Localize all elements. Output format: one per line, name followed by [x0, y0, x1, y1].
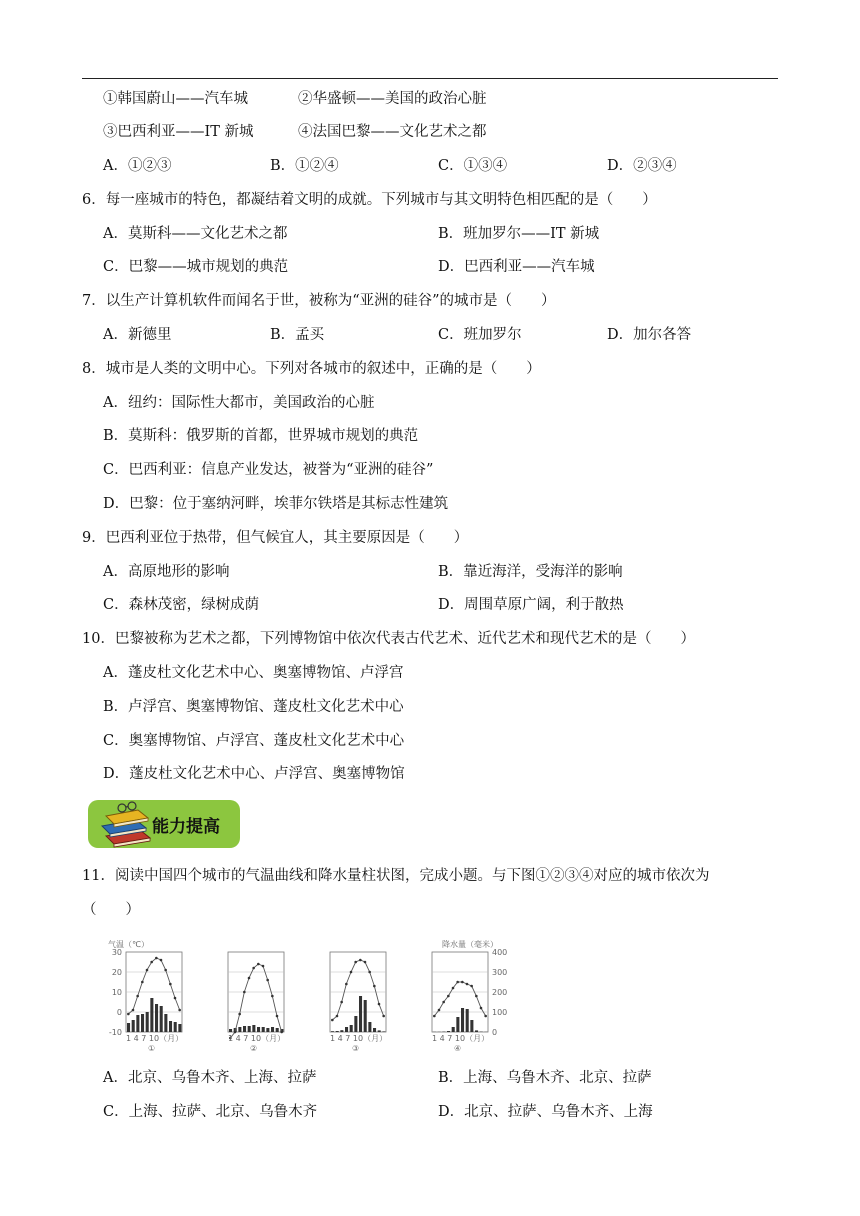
q10-option-b[interactable]: B．卢浮宫、奥塞博物馆、蓬皮杜文化艺术中心	[103, 699, 404, 715]
precip-bar	[229, 1029, 232, 1032]
temp-tick-label: 30	[111, 948, 122, 957]
temp-point	[475, 995, 478, 998]
q5-item-1: ①韩国蔚山——汽车城	[103, 91, 248, 107]
precip-bar	[160, 1006, 163, 1032]
precip-bar	[132, 1020, 135, 1032]
q6-stem: 6．每一座城市的特色，都凝结着文明的成就。下列城市与其文明特色相匹配的是（ ）	[82, 192, 657, 208]
temp-point	[276, 1015, 279, 1018]
q10-option-d[interactable]: D．蓬皮杜文化艺术中心、卢浮宫、奥塞博物馆	[103, 766, 405, 782]
temp-point	[257, 963, 260, 966]
section-badge-title: 能力提高	[152, 817, 220, 837]
climate-panel	[330, 952, 387, 1053]
temp-point	[271, 995, 274, 998]
temp-point	[146, 969, 149, 972]
temp-line	[128, 958, 179, 1014]
temp-point	[470, 985, 473, 988]
books-icon	[92, 800, 156, 848]
precip-bar	[238, 1027, 241, 1032]
precip-bar	[382, 1031, 385, 1032]
q6-option-a[interactable]: A．莫斯科——文化艺术之都	[103, 226, 288, 242]
precip-bar	[136, 1015, 139, 1032]
temp-point	[266, 979, 269, 982]
climate-charts	[108, 938, 548, 1054]
temp-point	[345, 983, 348, 986]
temp-point	[480, 1007, 483, 1010]
temp-tick-label: 0	[116, 1008, 122, 1017]
precip-axis-label: 降水量（毫米）	[442, 940, 498, 949]
temp-point	[382, 1015, 385, 1018]
q8-option-a[interactable]: A．纽约：国际性大都市，美国政治的心脏	[103, 395, 375, 411]
precip-bar	[475, 1030, 478, 1032]
precip-bar	[359, 996, 362, 1032]
q5-option-d[interactable]: D．②③④	[607, 158, 677, 174]
precip-bar	[169, 1021, 172, 1032]
month-ticks: 1 4 7 10（月）	[126, 1034, 184, 1043]
q6-option-b[interactable]: B．班加罗尔——IT 新城	[438, 226, 600, 242]
section-badge	[88, 800, 240, 848]
q5-option-b[interactable]: B．①②④	[270, 158, 339, 174]
q11-stem-line2: （ ）	[82, 902, 140, 918]
panel-label: ④	[454, 1044, 462, 1053]
q9-option-a[interactable]: A．高原地形的影响	[103, 564, 230, 580]
month-ticks: 1 4 7 10（月）	[330, 1034, 388, 1043]
precip-bar	[164, 1014, 167, 1032]
temp-point	[141, 981, 144, 984]
q9-option-c[interactable]: C．森林茂密，绿树成荫	[103, 597, 260, 613]
q11-stem-line1: 11．阅读中国四个城市的气温曲线和降水量柱状图，完成小题。与下图①②③④对应的城市依次为	[82, 868, 710, 884]
climate-panel	[432, 952, 489, 1053]
precip-bar	[340, 1030, 343, 1032]
temp-point	[160, 959, 163, 962]
precip-bar	[456, 1017, 459, 1032]
temp-point	[442, 1001, 445, 1004]
precip-bar	[452, 1027, 455, 1032]
temp-line	[230, 964, 281, 1038]
temp-point	[359, 959, 362, 962]
precip-bar	[350, 1025, 353, 1032]
q5-item-3: ③巴西利亚——IT 新城	[103, 124, 254, 140]
q9-stem: 9．巴西利亚位于热带，但气候宜人，其主要原因是（ ）	[82, 530, 469, 546]
temp-point	[364, 961, 367, 964]
temp-point	[452, 987, 455, 990]
temp-point	[350, 971, 353, 974]
temp-point	[178, 1009, 181, 1012]
q8-stem: 8．城市是人类的文明中心。下列对各城市的叙述中，正确的是（ ）	[82, 361, 541, 377]
q6-option-c[interactable]: C．巴黎——城市规划的典范	[103, 259, 289, 275]
temp-point	[340, 1001, 343, 1004]
temp-point	[155, 957, 158, 960]
precip-bar	[331, 1031, 334, 1032]
precip-bar	[276, 1028, 279, 1032]
precip-bar	[447, 1031, 450, 1032]
precip-bar	[141, 1014, 144, 1032]
temp-point	[252, 967, 255, 970]
temp-point	[461, 981, 464, 984]
temp-line	[434, 982, 485, 1016]
temp-line	[332, 960, 383, 1020]
precip-bar	[174, 1022, 177, 1032]
precip-bar	[271, 1027, 274, 1032]
precip-bar	[470, 1020, 473, 1032]
q5-option-a[interactable]: A．①②③	[103, 158, 172, 174]
precip-bar	[466, 1009, 469, 1032]
precip-bar	[336, 1031, 339, 1032]
climate-panel	[126, 952, 183, 1053]
precip-tick-label: 200	[492, 988, 508, 997]
q10-option-a[interactable]: A．蓬皮杜文化艺术中心、奥塞博物馆、卢浮宫	[103, 665, 404, 681]
q9-option-d[interactable]: D．周围草原广阔，利于散热	[438, 597, 624, 613]
precip-bar	[364, 1000, 367, 1032]
temp-point	[127, 1013, 130, 1016]
temp-point	[378, 1003, 381, 1006]
precip-bar	[354, 1016, 357, 1032]
q7-option-c[interactable]: C．班加罗尔	[438, 327, 522, 343]
q5-option-c[interactable]: C．①③④	[438, 158, 508, 174]
temp-point	[368, 971, 371, 974]
precip-bar	[146, 1012, 149, 1032]
temp-point	[373, 985, 376, 988]
q7-option-b[interactable]: B．孟买	[270, 327, 325, 343]
temp-point	[438, 1009, 441, 1012]
temp-point	[174, 997, 177, 1000]
precip-bar	[127, 1023, 130, 1032]
q10-stem: 10．巴黎被称为艺术之都，下列博物馆中依次代表古代艺术、近代艺术和现代艺术的是（ ）	[82, 631, 695, 647]
temp-tick-label: -10	[108, 1028, 122, 1037]
q8-option-c[interactable]: C．巴西利亚：信息产业发达，被誉为“亚洲的硅谷”	[103, 462, 434, 478]
panel-label: ③	[352, 1044, 360, 1053]
temp-point	[262, 965, 265, 968]
panel-label: ①	[148, 1044, 156, 1053]
temp-point	[169, 983, 172, 986]
q7-option-d[interactable]: D．加尔各答	[607, 327, 692, 343]
precip-bar	[155, 1004, 158, 1032]
precip-ticks	[492, 948, 507, 1037]
precip-bar	[150, 998, 153, 1032]
temp-point	[150, 961, 153, 964]
q11-option-c[interactable]: C．上海、拉萨、北京、乌鲁木齐	[103, 1104, 318, 1120]
q11-option-d[interactable]: D．北京、拉萨、乌鲁木齐、上海	[438, 1104, 653, 1120]
precip-bar	[266, 1028, 269, 1032]
q10-option-c[interactable]: C．奥塞博物馆、卢浮宫、蓬皮杜文化艺术中心	[103, 733, 405, 749]
panel-label: ②	[250, 1044, 258, 1053]
temp-axis-label: 气温（℃）	[108, 940, 149, 949]
q11-option-a[interactable]: A．北京、乌鲁木齐、上海、拉萨	[103, 1070, 317, 1086]
temp-point	[132, 1009, 135, 1012]
month-ticks: 1 4 7 10（月）	[432, 1034, 490, 1043]
temp-point	[136, 995, 139, 998]
q8-option-d[interactable]: D．巴黎：位于塞纳河畔，埃菲尔铁塔是其标志性建筑	[103, 496, 449, 512]
q7-stem: 7．以生产计算机软件而闻名于世，被称为“亚洲的硅谷”的城市是（ ）	[82, 293, 556, 309]
q11-option-b[interactable]: B．上海、乌鲁木齐、北京、拉萨	[438, 1070, 652, 1086]
temp-point	[331, 1019, 334, 1022]
q9-option-b[interactable]: B．靠近海洋，受海洋的影响	[438, 564, 623, 580]
temp-point	[456, 981, 459, 984]
temp-point	[243, 991, 246, 994]
q8-option-b[interactable]: B．莫斯科：俄罗斯的首都，世界城市规划的典范	[103, 428, 419, 444]
temp-point	[433, 1015, 436, 1018]
temp-ticks	[109, 948, 122, 1037]
q7-option-a[interactable]: A．新德里	[103, 327, 172, 343]
chart-panels	[126, 952, 489, 1053]
temp-point	[248, 977, 251, 980]
temp-point	[164, 969, 167, 972]
month-ticks: 1 4 7 10（月）	[228, 1034, 286, 1043]
precip-bar	[345, 1027, 348, 1032]
temp-tick-label: 10	[111, 988, 122, 997]
climate-panel	[228, 952, 285, 1053]
temp-point	[280, 1031, 283, 1034]
temp-point	[238, 1013, 241, 1016]
precip-bar	[248, 1026, 251, 1032]
q6-option-d[interactable]: D．巴西利亚——汽车城	[438, 259, 595, 275]
precip-bar	[368, 1022, 371, 1032]
header-rule	[82, 78, 778, 79]
temp-point	[336, 1015, 339, 1018]
precip-tick-label: 400	[492, 948, 508, 957]
precip-bar	[378, 1030, 381, 1032]
precip-bar	[461, 1008, 464, 1032]
temp-point	[234, 1031, 237, 1034]
temp-point	[466, 983, 469, 986]
precip-bar	[243, 1026, 246, 1032]
temp-point	[354, 961, 357, 964]
precip-bar	[252, 1025, 255, 1032]
q5-item-2: ②华盛顿——美国的政治心脏	[298, 91, 487, 107]
precip-bar	[178, 1024, 181, 1032]
precip-bar	[373, 1028, 376, 1032]
precip-tick-label: 300	[492, 968, 508, 977]
precip-tick-label: 100	[492, 1008, 508, 1017]
precip-bar	[262, 1027, 265, 1032]
q5-item-4: ④法国巴黎——文化艺术之都	[298, 124, 487, 140]
temp-tick-label: 20	[111, 968, 122, 977]
temp-point	[447, 995, 450, 998]
precip-tick-label: 0	[492, 1028, 498, 1037]
temp-point	[484, 1015, 487, 1018]
precip-bar	[257, 1027, 260, 1032]
